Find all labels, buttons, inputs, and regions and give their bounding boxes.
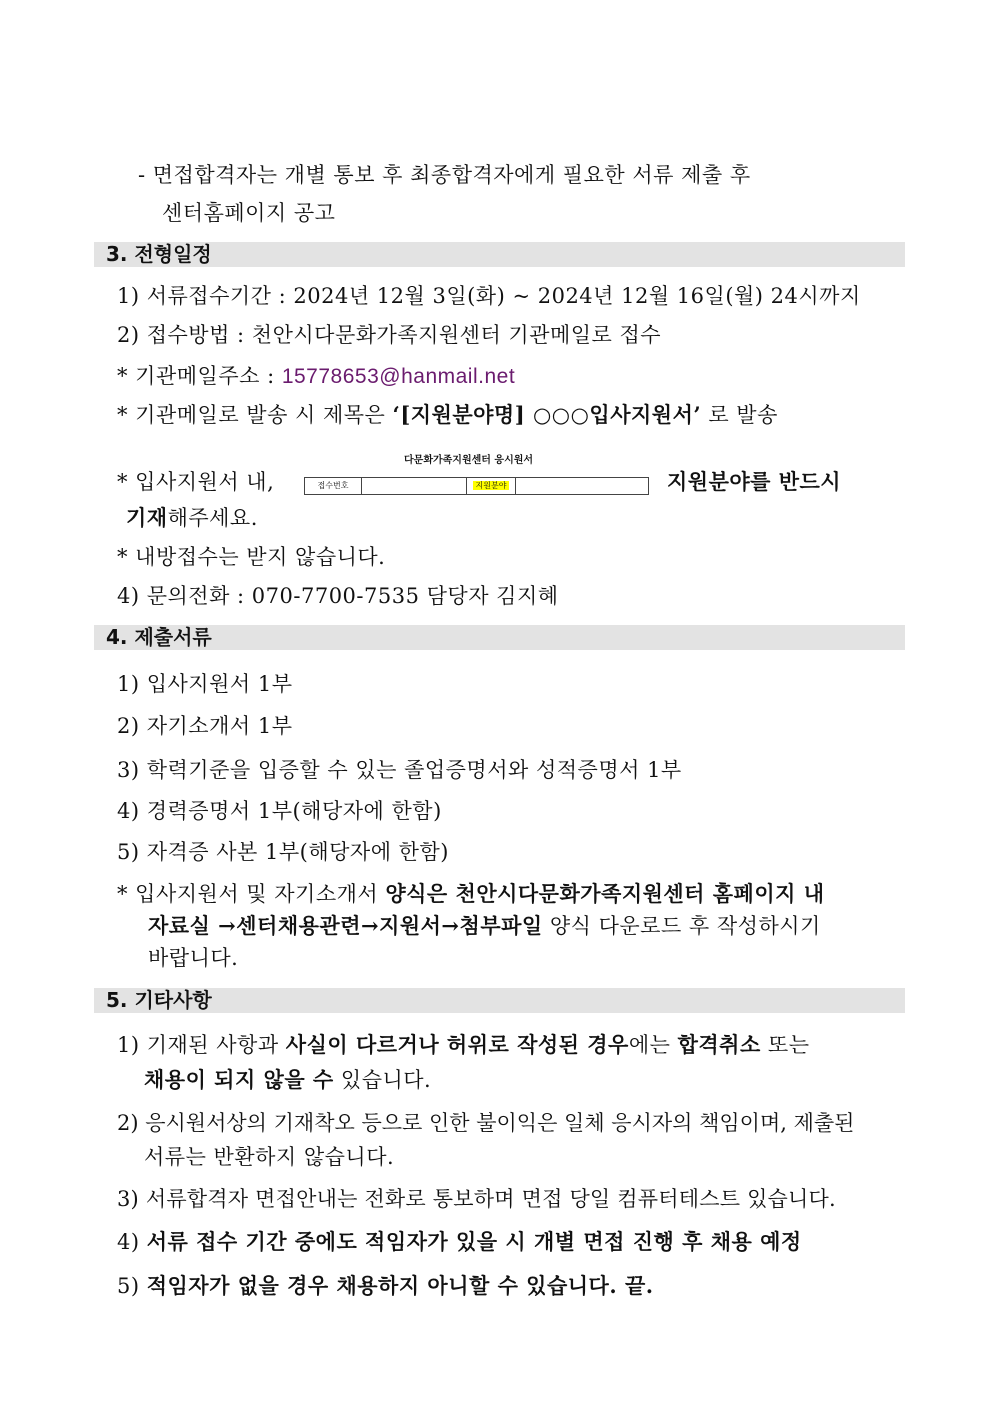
- note-d: 양식 다운로드 후 작성하시기: [542, 914, 821, 938]
- section-5-title: 5. 기타사항: [106, 988, 212, 1012]
- i1-a: 1) 기재된 사항과: [117, 1033, 286, 1057]
- intro-line-1: - 면접합격자는 개별 통보 후 최종합격자에게 필요한 서류 제출 후: [138, 163, 751, 187]
- intro-line-2: 센터홈페이지 공고: [162, 201, 336, 225]
- note-a: * 입사지원서 및 자기소개서: [117, 882, 386, 906]
- sec5-item-2-line-1: 2) 응시원서상의 기재착오 등으로 인한 불이익은 일체 응시자의 책임이며, 제출된: [117, 1111, 855, 1135]
- sec3-item-1: 1) 서류접수기간 : 2024년 12월 3일(화) ~ 2024년 12월 16일(월) 24시까지: [117, 284, 861, 308]
- sec4-note-line-3: 바랍니다.: [148, 946, 239, 970]
- form-line2-bold: 기재: [126, 505, 168, 530]
- sec3-item-2: 2) 접수방법 : 천안시다문화가족지원센터 기관메일로 접수: [117, 323, 662, 347]
- i4-b: 서류 접수 기간 중에도 적임자가 있을 시 개별 면접 진행 후 채용 예정: [146, 1229, 802, 1254]
- sec4-item-1: 1) 입사지원서 1부: [117, 672, 293, 696]
- sec4-item-3: 3) 학력기준을 입증할 수 있는 졸업증명서와 성적증명서 1부: [117, 758, 682, 782]
- section-3-header: [94, 242, 905, 267]
- i1-e: 또는: [760, 1033, 810, 1057]
- form-sample-title: 다문화가족지원센터 응시원서: [404, 455, 534, 466]
- subject-suffix: 로 발송: [701, 403, 778, 427]
- section-4-title: 4. 제출서류: [106, 625, 212, 649]
- form-cell-receipt: 접수번호: [305, 478, 362, 494]
- sec4-item-5: 5) 자격증 사본 1부(해당자에 한함): [117, 840, 449, 864]
- sec3-form-after: [667, 468, 841, 496]
- sec3-form-line-2: [126, 504, 258, 532]
- sec4-note-line-1: [117, 880, 825, 908]
- sec3-visit-note: * 내방접수는 받지 않습니다.: [117, 545, 386, 569]
- form-cell-field-label: 지원분야: [473, 481, 510, 490]
- sec5-item-3: 3) 서류합격자 면접안내는 전화로 통보하며 면접 당일 컴퓨터테스트 있습니다.: [117, 1187, 836, 1211]
- sec4-item-4: 4) 경력증명서 1부(해당자에 한함): [117, 799, 442, 823]
- subject-prefix: * 기관메일로 발송 시 제목은: [117, 403, 393, 427]
- section-5-header: [94, 988, 905, 1013]
- section-4-header: [94, 625, 905, 650]
- i4-a: 4): [117, 1230, 147, 1254]
- i1-b: 사실이 다르거나 허위로 작성된 경우: [285, 1032, 629, 1057]
- sec3-mail-line: [117, 362, 515, 391]
- sec5-item-4: [117, 1228, 802, 1256]
- i5-a: 5): [117, 1274, 147, 1298]
- form-sample-image: [304, 477, 649, 495]
- sec3-subject-line: [117, 401, 778, 429]
- subject-format: ‘[지원분야명] ○○○입사지원서’: [392, 402, 702, 427]
- form-cell-blank-1: [362, 478, 467, 494]
- sec3-form-prefix: * 입사지원서 내,: [117, 470, 275, 494]
- i1-f: 채용이 되지 않을 수: [144, 1067, 334, 1092]
- i1-c: 에는: [628, 1033, 678, 1057]
- sec4-note-line-2: [148, 912, 821, 940]
- mail-label: * 기관메일주소 :: [117, 364, 282, 388]
- sec5-item-1-line-2: [144, 1066, 431, 1094]
- sec5-item-1-line-1: [117, 1031, 810, 1059]
- sec5-item-5: [117, 1272, 654, 1300]
- sec4-item-2: 2) 자기소개서 1부: [117, 714, 293, 738]
- section-3-title: 3. 전형일정: [106, 242, 212, 266]
- i1-g: 있습니다.: [333, 1068, 432, 1092]
- i1-d: 합격취소: [677, 1032, 761, 1057]
- email-address[interactable]: 15778653@hanmail.net: [281, 365, 516, 388]
- note-b: 양식은 천안시다문화가족지원센터 홈페이지 내: [385, 881, 825, 906]
- form-cell-field: [467, 478, 516, 494]
- note-c: 자료실 →센터채용관련→지원서→첨부파일: [148, 913, 543, 938]
- form-line2-rest: 해주세요.: [167, 506, 258, 530]
- i5-b: 적임자가 없을 경우 채용하지 아니할 수 있습니다. 끝.: [146, 1273, 654, 1298]
- sec5-item-2-line-2: 서류는 반환하지 않습니다.: [144, 1145, 395, 1169]
- sec3-item-4: 4) 문의전화 : 070-7700-7535 담당자 김지혜: [117, 584, 559, 608]
- form-after-text: 지원분야를 반드시: [667, 469, 842, 494]
